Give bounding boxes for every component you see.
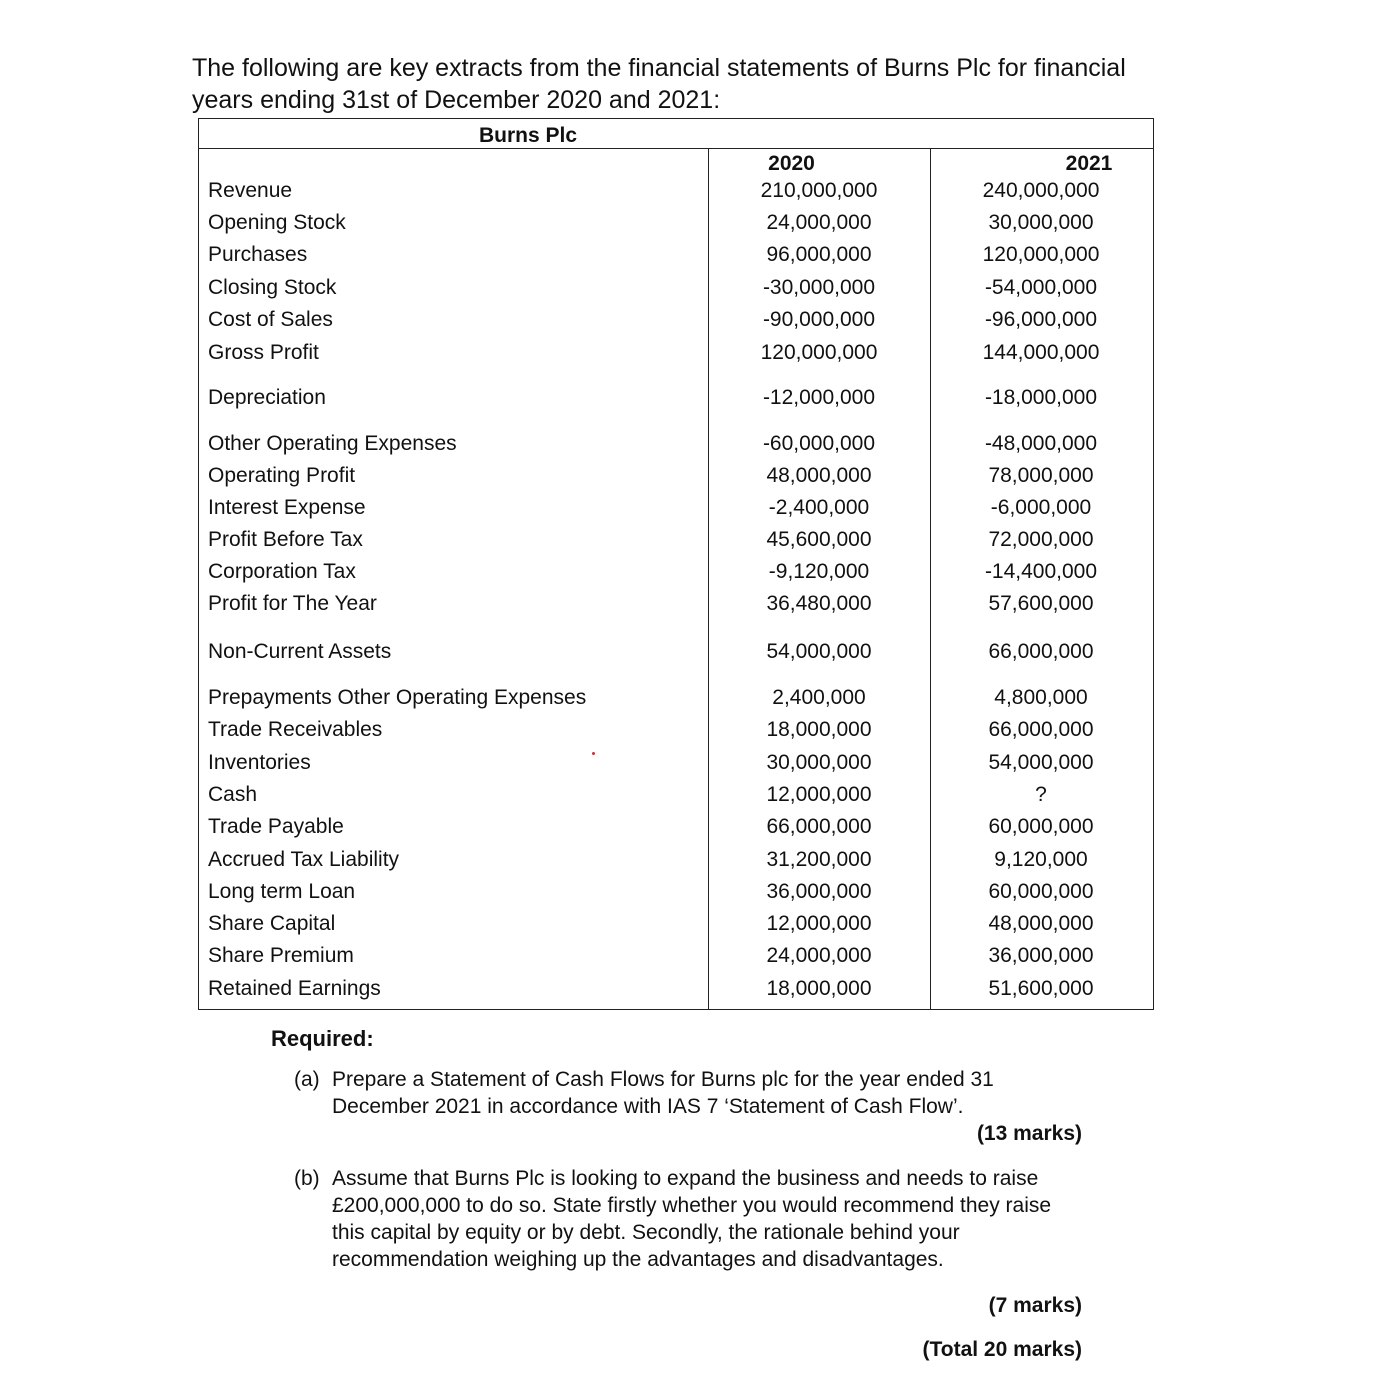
row-label: Operating Profit xyxy=(208,464,356,487)
row-value-2021: 51,600,000 xyxy=(988,977,1094,1000)
question-a-text: Prepare a Statement of Cash Flows for Burns plc for the year ended 31 December 2021 in accordance with IAS 7 ‘Statement of Cash Flow’. xyxy=(332,1068,994,1118)
row-label: Prepayments Other Operating Expenses xyxy=(208,686,587,709)
intro-paragraph: The following are key extracts from the financial statements of Burns Plc for financial years ending 31st of December 2020 and 2021: xyxy=(192,54,1126,114)
row-label: Retained Earnings xyxy=(208,977,381,1000)
row-value-2020: 210,000,000 xyxy=(760,179,878,202)
row-value-2020: 48,000,000 xyxy=(766,464,872,487)
row-value-2021: ? xyxy=(1035,783,1047,806)
table-header-rule xyxy=(199,148,1153,149)
row-value-2021: 4,800,000 xyxy=(994,686,1088,709)
row-value-2021: -48,000,000 xyxy=(984,432,1098,455)
row-value-2020: 96,000,000 xyxy=(766,243,872,266)
row-value-2020: 24,000,000 xyxy=(766,211,872,234)
row-value-2020: 45,600,000 xyxy=(766,528,872,551)
financial-table xyxy=(198,118,1154,1010)
stray-mark xyxy=(592,752,595,755)
total-marks: (Total 20 marks) xyxy=(922,1338,1082,1361)
row-label: Inventories xyxy=(208,751,311,774)
question-a-marks: (13 marks) xyxy=(976,1122,1082,1145)
row-value-2020: -2,400,000 xyxy=(768,496,870,519)
table-company-title: Burns Plc xyxy=(479,124,578,147)
row-label: Revenue xyxy=(208,179,293,202)
row-value-2021: 54,000,000 xyxy=(988,751,1094,774)
row-value-2020: 24,000,000 xyxy=(766,944,872,967)
row-label: Share Premium xyxy=(208,944,354,967)
row-value-2021: -54,000,000 xyxy=(984,276,1098,299)
row-value-2020: -90,000,000 xyxy=(762,308,876,331)
required-heading: Required: xyxy=(271,1026,374,1051)
question-b xyxy=(294,1165,1074,1277)
column-header-2020: 2020 xyxy=(768,152,815,175)
row-label: Cash xyxy=(208,783,258,806)
row-label: Non-Current Assets xyxy=(208,640,392,663)
row-value-2021: 78,000,000 xyxy=(988,464,1094,487)
row-label: Depreciation xyxy=(208,386,326,409)
row-label: Corporation Tax xyxy=(208,560,356,583)
row-value-2021: -96,000,000 xyxy=(984,308,1098,331)
row-value-2020: -60,000,000 xyxy=(762,432,876,455)
row-value-2021: 48,000,000 xyxy=(988,912,1094,935)
row-label: Trade Receivables xyxy=(208,718,383,741)
row-value-2021: 30,000,000 xyxy=(988,211,1094,234)
row-value-2020: 36,480,000 xyxy=(766,592,872,615)
row-value-2021: 66,000,000 xyxy=(988,718,1094,741)
row-value-2020: 31,200,000 xyxy=(766,848,872,871)
row-value-2020: 12,000,000 xyxy=(766,783,872,806)
column-header-2021: 2021 xyxy=(1065,152,1113,175)
row-label: Long term Loan xyxy=(208,880,356,903)
row-value-2021: 60,000,000 xyxy=(988,880,1094,903)
question-a xyxy=(294,1066,1074,1126)
row-label: Opening Stock xyxy=(208,211,346,234)
row-value-2021: 240,000,000 xyxy=(982,179,1100,202)
row-value-2021: 120,000,000 xyxy=(982,243,1100,266)
row-label: Closing Stock xyxy=(208,276,337,299)
row-value-2021: -6,000,000 xyxy=(990,496,1092,519)
row-label: Gross Profit xyxy=(208,341,319,364)
row-value-2020: -12,000,000 xyxy=(762,386,876,409)
row-label: Accrued Tax Liability xyxy=(208,848,400,871)
row-value-2020: -9,120,000 xyxy=(768,560,870,583)
row-label: Interest Expense xyxy=(208,496,366,519)
row-label: Share Capital xyxy=(208,912,336,935)
row-label: Profit Before Tax xyxy=(208,528,363,551)
row-value-2020: 66,000,000 xyxy=(766,815,872,838)
row-value-2021: 57,600,000 xyxy=(988,592,1094,615)
row-value-2021: 9,120,000 xyxy=(994,848,1088,871)
row-value-2021: 36,000,000 xyxy=(988,944,1094,967)
row-value-2021: -14,400,000 xyxy=(984,560,1098,583)
row-value-2020: 54,000,000 xyxy=(766,640,872,663)
question-a-letter: (a) xyxy=(294,1068,320,1091)
row-value-2021: 60,000,000 xyxy=(988,815,1094,838)
row-value-2021: -18,000,000 xyxy=(984,386,1098,409)
row-value-2020: 120,000,000 xyxy=(760,341,878,364)
question-b-text: Assume that Burns Plc is looking to expand the business and needs to raise £200,000,000 to do so. State firstly whether you would recommend they raise this capital by equity or by debt. Secondly, the rationale behind your recommendation weighing up the advantages and disadvantages. xyxy=(332,1167,1052,1271)
row-value-2021: 66,000,000 xyxy=(988,640,1094,663)
row-value-2020: -30,000,000 xyxy=(762,276,876,299)
row-label: Other Operating Expenses xyxy=(208,432,457,455)
row-value-2021: 72,000,000 xyxy=(988,528,1094,551)
row-label: Cost of Sales xyxy=(208,308,333,331)
row-value-2020: 30,000,000 xyxy=(766,751,872,774)
row-value-2020: 2,400,000 xyxy=(772,686,866,709)
row-value-2020: 36,000,000 xyxy=(766,880,872,903)
row-label: Purchases xyxy=(208,243,308,266)
row-value-2020: 18,000,000 xyxy=(766,977,872,1000)
row-value-2020: 12,000,000 xyxy=(766,912,872,935)
row-value-2020: 18,000,000 xyxy=(766,718,872,741)
row-label: Profit for The Year xyxy=(208,592,377,615)
question-b-letter: (b) xyxy=(294,1167,320,1190)
question-b-marks: (7 marks) xyxy=(988,1294,1082,1317)
table-top-rule xyxy=(199,118,1153,119)
row-value-2021: 144,000,000 xyxy=(982,341,1100,364)
row-label: Trade Payable xyxy=(208,815,344,838)
